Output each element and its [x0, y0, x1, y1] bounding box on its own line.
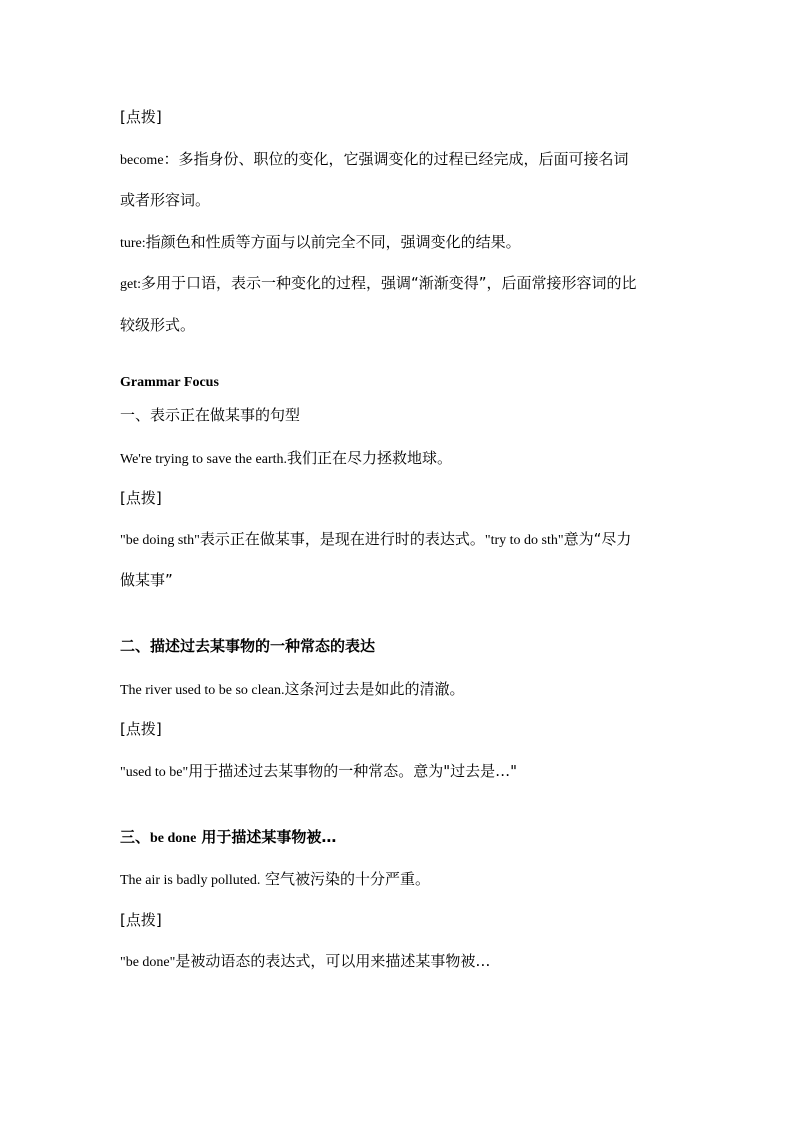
part1-example-cn: 我们正在尽力拯救地球。 — [287, 449, 453, 467]
part1-title: 一、表示正在做某事的句型 — [120, 406, 301, 424]
get-definition-line-2: 较级形式。 — [120, 316, 196, 334]
part3-note-q: "be done" — [120, 955, 176, 970]
become-text: ：多指身份、职位的变化，它强调变化的过程已经完成，后面可接名词 — [163, 150, 629, 168]
part2-note-q: "used to be" — [120, 765, 189, 780]
part3-title-en: be done — [150, 831, 197, 846]
part3-example-en: The air is badly polluted. — [120, 873, 261, 888]
part1-example-en: We're trying to save the earth. — [120, 452, 287, 467]
term-get: get: — [120, 277, 141, 292]
part3-title-cn: 用于描述某事物被… — [201, 828, 337, 846]
part3-note-cn: 是被动语态的表达式，可以用来描述某事物被… — [175, 952, 491, 970]
part2-note-cn: 用于描述过去某事物的一种常态。意为"过去是…" — [188, 762, 518, 780]
part2-title: 二、描述过去某事物的一种常态的表达 — [120, 637, 376, 655]
part3-title — [120, 827, 336, 849]
part3-tip-label: [点拨] — [120, 911, 162, 929]
become-definition-line-1 — [120, 149, 629, 171]
part2-tip-label: [点拨] — [120, 720, 162, 738]
part2-example-en: The river used to be so clean. — [120, 683, 285, 698]
part3-example-cn: 空气被污染的十分严重。 — [264, 870, 430, 888]
part1-example — [120, 448, 452, 470]
become-definition-line-2: 或者形容词。 — [120, 191, 211, 209]
part2-example-cn: 这条河过去是如此的清澈。 — [284, 680, 465, 698]
get-definition-line-1 — [120, 273, 637, 295]
ture-text: 指颜色和性质等方面与以前完全不同，强调变化的结果。 — [145, 233, 521, 251]
part2-example — [120, 679, 464, 701]
part1-note-line-1 — [120, 529, 631, 551]
part1-tip-label: [点拨] — [120, 489, 162, 507]
part1-note-line-2: 做某事” — [120, 571, 173, 589]
part1-note-q1: "be doing sth" — [120, 533, 200, 548]
get-text: 多用于口语，表示一种变化的过程，强调“渐渐变得”，后面常接形容词的比 — [141, 274, 637, 292]
part3-note — [120, 951, 490, 973]
term-ture: ture: — [120, 236, 146, 251]
part1-note-cn2: 意为“尽力 — [563, 530, 632, 548]
part3-title-prefix: 三、 — [120, 828, 151, 846]
part2-note — [120, 761, 517, 783]
term-become: become — [120, 153, 164, 168]
ture-definition — [120, 232, 521, 254]
part3-example — [120, 869, 430, 891]
part1-note-q2: "try to do sth" — [484, 533, 564, 548]
tip-label: [点拨] — [120, 108, 162, 126]
grammar-focus-heading: Grammar Focus — [120, 375, 219, 390]
part1-note-cn1: 表示正在做某事，是现在进行时的表达式。 — [199, 530, 485, 548]
